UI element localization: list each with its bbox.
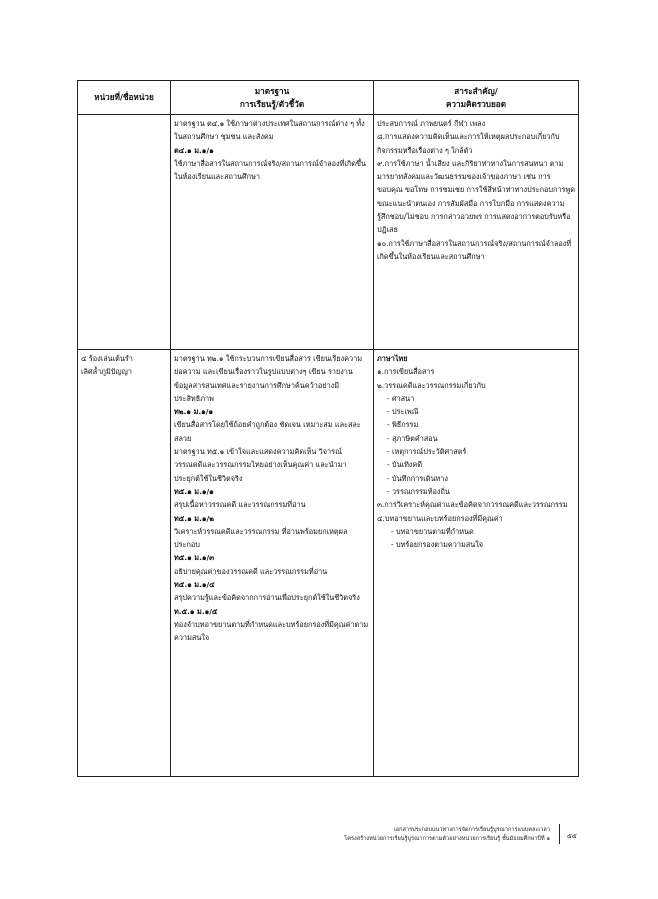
header-unit: หน่วยที่/ชื่อหน่วย <box>78 81 171 115</box>
footer-divider <box>559 824 560 844</box>
standard-text: สรุปความรู้และข้อคิดจากการอ่านเพื่อประยุกต์ใช้ในชีวิตจริง <box>174 593 360 603</box>
concept-text: ๓.การวิเคราะห์คุณค่าและข้อคิดจากวรรณคดีและวรรณกรรม <box>377 500 568 510</box>
standard-text: มาตรฐาน ต๔.๑ ใช้ภาษาต่างประเทศในสถานการณ์ต่าง ๆ ทั้งในสถานศึกษา ชุมชน และสังคม <box>174 119 365 142</box>
standard-text: ท๕.๑ ม.๑/๓ <box>174 553 215 563</box>
standard-text: อธิบายคุณค่าของวรรณคดี และวรรณกรรมที่อ่าน <box>174 566 328 576</box>
table-row <box>78 350 579 777</box>
standards-cell <box>171 350 374 777</box>
concept-text: - พิธีกรรม <box>387 420 419 430</box>
concept-text: - สุภาษิตคำสอน <box>387 433 438 443</box>
page-footer <box>290 826 550 844</box>
unit-text: เลิศล้ำภูมิปัญญา <box>81 367 132 377</box>
standard-text: เขียนสื่อสารโดยใช้ถ้อยคำถูกต้อง ชัดเจน เหมาะสม และสละสลวย <box>174 420 361 443</box>
standard-text: ท๕.๑ ม.๑/๒ <box>174 513 214 523</box>
concepts-cell <box>374 115 579 350</box>
unit-text: ๔ ร้องเล่นเต้นรำ <box>81 354 133 363</box>
unit-cell <box>78 115 171 350</box>
concept-text: - วรรณกรรมท้องถิ่น <box>387 486 450 496</box>
concept-text: - บันเทิงคดี <box>387 460 423 470</box>
standard-text: ท่องจำบทอาขยานตามที่กำหนดและบทร้อยกรองที่มีคุณค่าตามความสนใจ <box>174 619 369 643</box>
standard-text: ท๕.๑ ม.๑/๑ <box>174 486 214 496</box>
standard-text: มาตรฐาน ท๒.๑ ใช้กระบวนการเขียนสื่อสาร เขียนเรียงความ ย่อความ และเขียนเรื่องราวในรูปแบบต่างๆ เขียน รายงานข้อมูลสารสนเทศและรายงานการศึกษาค้นคว้าอย่างมีประสิทธิภาพ <box>174 354 363 403</box>
header-concepts: สาระสำคัญ/ ความคิดรวบยอด <box>374 81 579 115</box>
standard-text: ใช้ภาษาสื่อสารในสถานการณ์จริง/สถานการณ์จำลองที่เกิดขึ้นในห้องเรียนและสถานศึกษา <box>174 158 366 182</box>
concept-text: ๒.วรรณคดีและวรรณกรรมเกี่ยวกับ <box>377 380 486 390</box>
concepts-cell <box>374 350 579 777</box>
standard-text: ท๒.๑ ม.๑/๑ <box>174 407 214 417</box>
header-standards: มาตรฐาน การเรียนรู้/ตัวชี้วัด <box>171 81 374 115</box>
concept-text: ๘.การแสดงความคิดเห็นและการให้เหตุผลประกอบเกี่ยวกับกิจกรรมหรือเรื่องต่าง ๆ ใกล้ตัว <box>377 132 560 155</box>
standard-text: ต๔.๑ ม.๑/๑ <box>174 145 214 155</box>
standard-text: มาตรฐาน ท๕.๑ เข้าใจและแสดงความคิดเห็น วิจารณ์วรรณคดีและวรรณกรรมไทยอย่างเห็นคุณค่า และนำมาประยุกต์ใช้ในชีวิตจริง <box>174 447 347 483</box>
unit-cell <box>78 350 171 777</box>
concept-text: ๔.บทอาขยานและบทร้อยกรองที่มีคุณค่า <box>377 513 503 523</box>
curriculum-table <box>77 80 579 777</box>
standard-text: สรุปเนื้อหาวรรณคดี และวรรณกรรมที่อ่าน <box>174 500 306 510</box>
standard-text: วิเคราะห์วรรณคดีและวรรณกรรม ที่อ่านพร้อมยกเหตุผลประกอบ <box>174 526 348 550</box>
concept-text: ๑.การเขียนสื่อสาร <box>377 367 435 377</box>
concept-text: ๙.การใช้ภาษา น้ำเสียง และกิริยาท่าทางในการสนทนา ตามมารยาทสังคมและวัฒนธรรมของเจ้าของภาษา เช่น การขอบคุณ ขอโทษ การชมเชย การใช้สีหน้าท่าทางประกอบการพูดขณะแนะนำตนเอง การสัมผัสมือ การโบกมือ การแสดงความรู้สึกชอบ/ไม่ชอบ การกล่าวอวยพร การแสดงอาการตอบรับหรือปฏิเสธ <box>377 158 576 235</box>
concept-text: - เหตุการณ์ประวัติศาสตร์ <box>387 447 467 457</box>
page-number: ๕๕ <box>567 832 577 840</box>
footer-line-2: โครงสร้างหน่วยการเรียนรู้บูรณาการตามตัวอย่างหน่วยการเรียนรู้ ชั้นมัธยมศึกษาปีที่ ๑ <box>344 836 550 842</box>
concept-text: - ประเพณี <box>387 407 419 417</box>
standards-cell <box>171 115 374 350</box>
standard-text: ท๕.๑ ม.๑/๔ <box>174 580 215 590</box>
concept-text: ประสบการณ์ ภาพยนตร์ กีฬา เพลง <box>377 119 486 128</box>
table-row <box>78 115 579 350</box>
standard-text: ท.๕.๑ ม.๑/๕ <box>174 606 218 616</box>
concept-text: - บันทึกการเดินทาง <box>387 473 448 483</box>
concept-text: ๑๐.การใช้ภาษาสื่อสารในสถานการณ์จริง/สถานการณ์จำลองที่เกิดขึ้นในห้องเรียนและสถานศึกษา <box>377 238 572 261</box>
footer-line-1: เอกสารประกอบแนวทางการจัดการเรียนรู้บูรณาการแบบคละเวลา <box>393 827 550 833</box>
concept-text: - ศาสนา <box>387 393 415 403</box>
concept-text: - บทร้อยกรองตามความสนใจ <box>391 540 484 550</box>
concept-text: ภาษาไทย <box>377 354 408 363</box>
table-header-row <box>78 81 579 115</box>
concept-text: - บทอาขยานตามที่กำหนด <box>391 526 474 536</box>
